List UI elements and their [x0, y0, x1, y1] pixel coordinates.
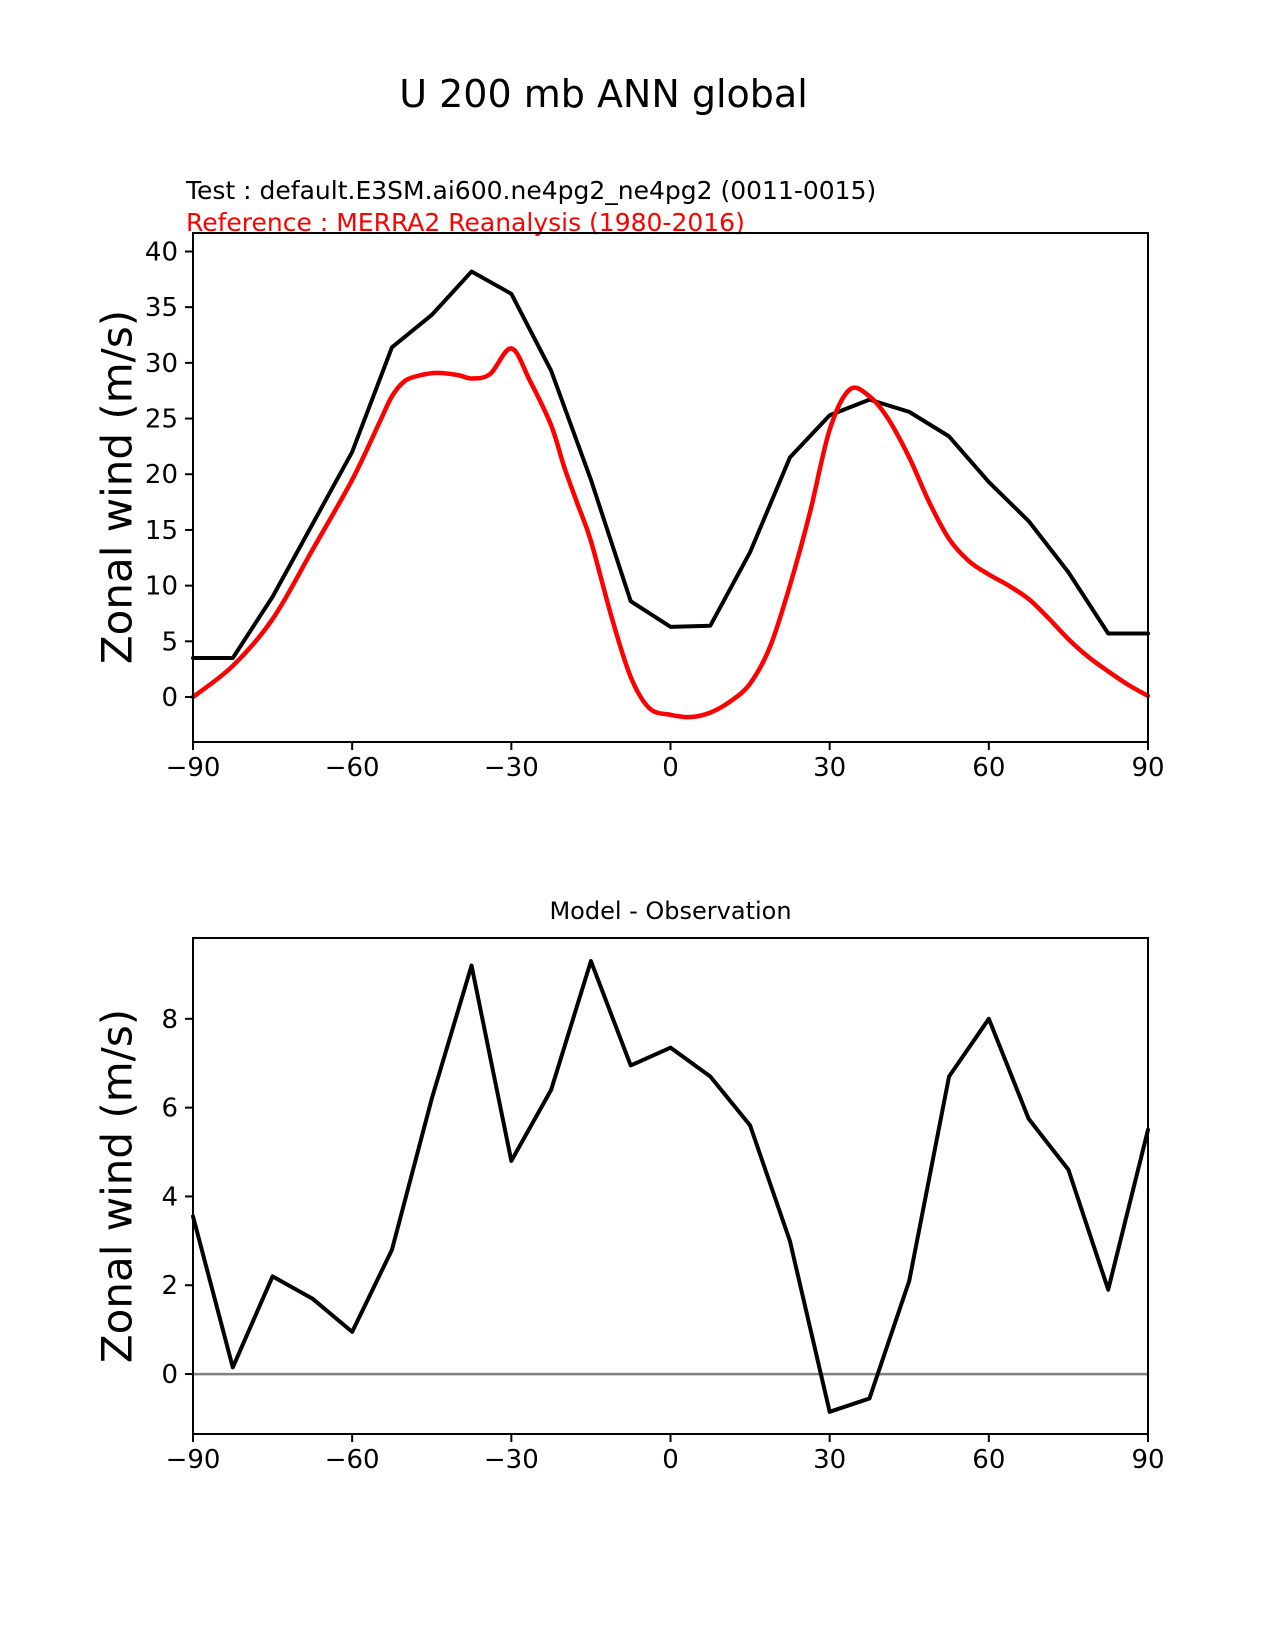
y-tick-label: 15 [144, 515, 178, 546]
top-chart [145, 233, 1165, 783]
x-tick-label: 0 [662, 753, 679, 783]
page-title: U 200 mb ANN global [399, 72, 808, 116]
y-tick-label: 10 [144, 571, 178, 602]
y-tick-label: 0 [161, 683, 178, 714]
axes-frame [193, 233, 1148, 742]
x-tick-label: −60 [324, 1445, 380, 1475]
y-tick-label: 6 [161, 1093, 178, 1124]
y-tick-label: 8 [161, 1004, 178, 1035]
bottom-chart [161, 938, 1164, 1475]
x-tick-label: −30 [483, 753, 539, 783]
reference-annotation: Reference : MERRA2 Reanalysis (1980-2016) [186, 208, 745, 237]
y-tick-label: 2 [161, 1271, 178, 1302]
axes-frame [193, 938, 1148, 1434]
x-tick-label: 0 [662, 1445, 679, 1475]
test-line [193, 272, 1148, 658]
y-tick-label: 20 [144, 460, 178, 491]
x-tick-label: 60 [972, 1445, 1006, 1475]
diff-line [193, 961, 1148, 1412]
test-annotation: Test : default.E3SM.ai600.ne4pg2_ne4pg2 (0011-0015) [186, 176, 877, 205]
x-tick-label: −90 [165, 1445, 221, 1475]
x-tick-label: 30 [813, 753, 847, 783]
y-tick-label: 30 [144, 348, 178, 379]
y-tick-label: 25 [144, 404, 178, 435]
top-chart-y-axis-label: Zonal wind (m/s) [92, 309, 142, 665]
x-tick-label: −30 [483, 1445, 539, 1475]
y-tick-label: 5 [161, 627, 178, 658]
y-tick-label: 4 [161, 1182, 178, 1213]
x-tick-label: 90 [1131, 753, 1165, 783]
y-tick-label: 40 [144, 237, 178, 268]
x-tick-label: −60 [324, 753, 380, 783]
x-tick-label: 90 [1131, 1445, 1165, 1475]
y-tick-label: 0 [161, 1360, 178, 1391]
x-tick-label: 60 [972, 753, 1006, 783]
reference-line [193, 348, 1148, 717]
x-tick-label: 30 [813, 1445, 847, 1475]
y-tick-label: 35 [144, 293, 178, 324]
x-tick-label: −90 [165, 753, 221, 783]
bottom-chart-y-axis-label: Zonal wind (m/s) [92, 1008, 142, 1364]
bottom-chart-title: Model - Observation [549, 897, 792, 925]
